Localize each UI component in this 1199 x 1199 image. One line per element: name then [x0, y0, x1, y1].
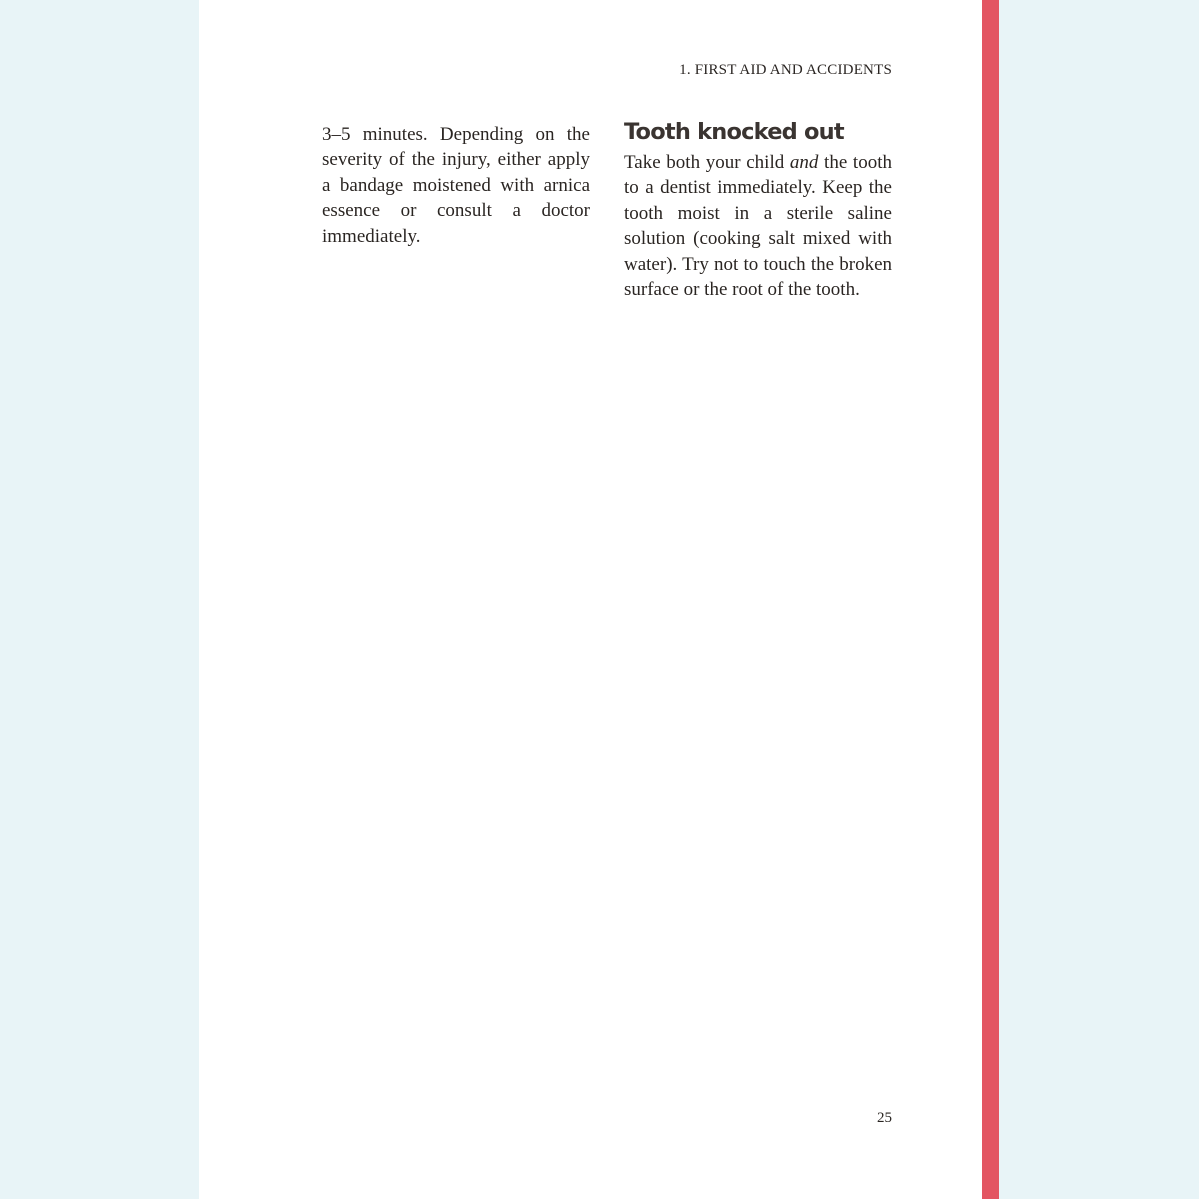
body-paragraph: 3–5 minutes. Depending on the severity of the injury, either apply a bandage moistened with arnica essence or consult a doctor immediately.: [322, 124, 590, 247]
page-number: 25: [877, 1110, 892, 1126]
right-column: [624, 116, 892, 302]
left-column: [322, 122, 590, 249]
body-paragraph: [624, 150, 892, 302]
paragraph-text: Take both your child: [624, 152, 790, 173]
running-head: 1. FIRST AID AND ACCIDENTS: [679, 62, 892, 78]
paragraph-emphasis: and: [789, 152, 819, 173]
paragraph-text: the tooth to a dentist immediately. Keep the tooth moist in a sterile saline solution (cooking salt mixed with water). Try not to touch the broken surface or the root of the tooth.: [624, 152, 892, 301]
book-page: [199, 0, 999, 1199]
section-heading: Tooth knocked out: [624, 119, 844, 145]
edge-stripe: [982, 0, 999, 1199]
